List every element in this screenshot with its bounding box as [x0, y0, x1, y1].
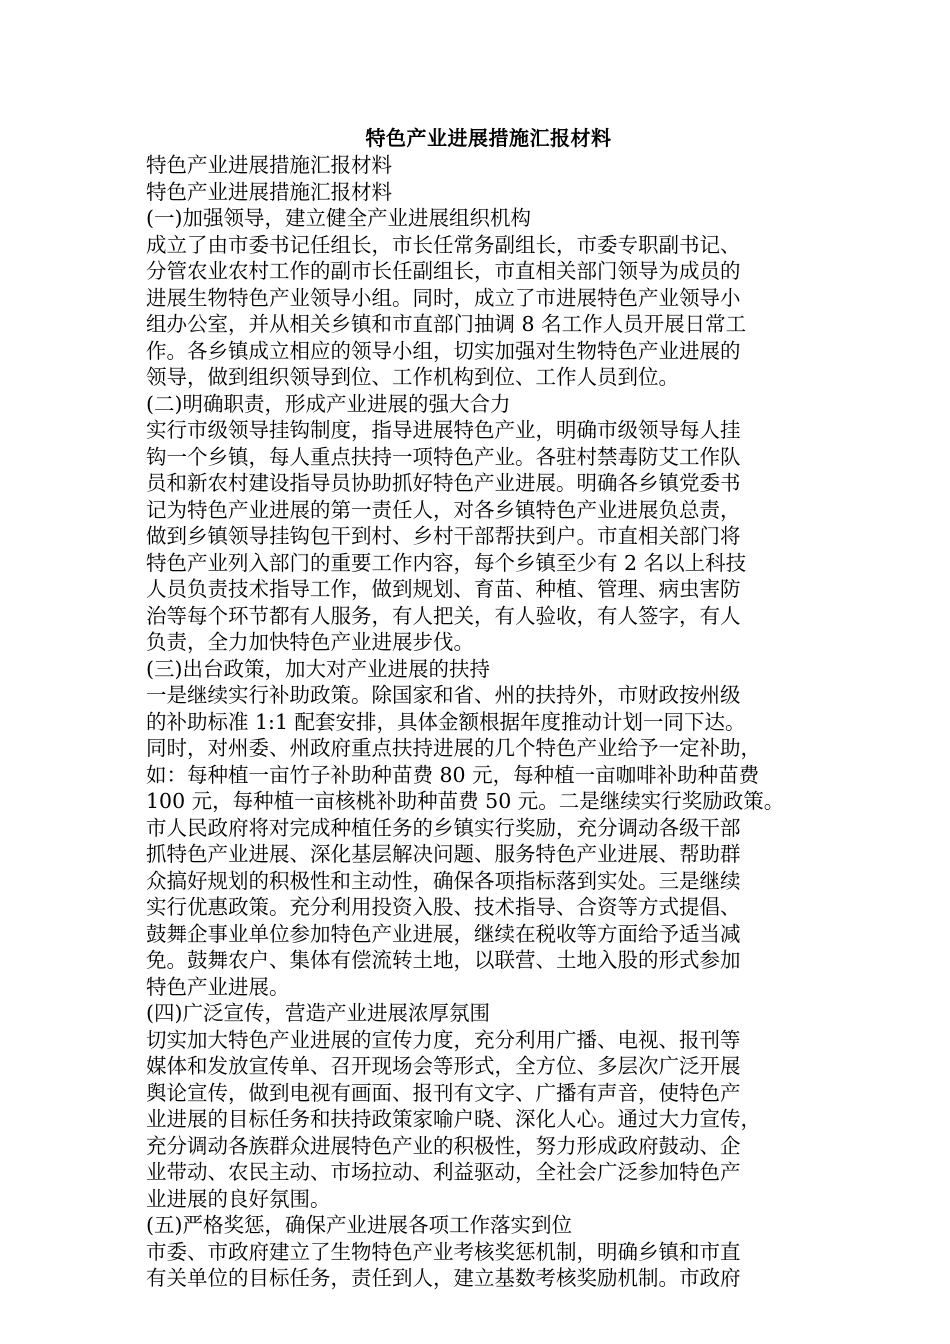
- body-text-line: 人员负责技术指导工作，做到规划、育苗、种植、管理、病虫害防: [146, 577, 741, 601]
- body-text-line: 负责，全力加快特色产业进展步伐。: [146, 630, 474, 654]
- body-text-line: 鼓舞企事业单位参加特色产业进展，继续在税收等方面给予适当减: [146, 921, 741, 946]
- body-text-line: 业进展的良好氛围。: [146, 1186, 331, 1211]
- body-text-line: 切实加大特色产业进展的宣传力度，充分利用广播、电视、报刊等: [146, 1027, 741, 1052]
- body-text-line: 的补助标准 1:1 配套安排，具体金额根据年度推动计划一同下达。: [146, 709, 746, 734]
- body-text-line: 实行市级领导挂钩制度，指导进展特色产业，明确市级领导每人挂: [146, 418, 741, 442]
- body-text-line: 治等每个环节都有人服务，有人把关，有人验收，有人签字，有人: [146, 603, 741, 628]
- body-text-line: 市委、市政府建立了生物特色产业考核奖惩机制，明确乡镇和市直: [146, 1239, 741, 1264]
- section-heading: (三)出台政策，加大对产业进展的扶持: [146, 656, 490, 681]
- body-text-line: 免。鼓舞农户、集体有偿流转土地，以联营、土地入股的形式参加: [146, 948, 741, 972]
- section-heading: (五)严格奖惩，确保产业进展各项工作落实到位: [146, 1213, 572, 1237]
- document-title: 特色产业进展措施汇报材料: [365, 126, 612, 150]
- body-text-line: 媒体和发放宣传单、召开现场会等形式，全方位、多层次广泛开展: [146, 1054, 741, 1078]
- body-text-line: 同时，对州委、州政府重点扶持进展的几个特色产业给予一定补助，: [146, 736, 761, 760]
- body-text-line: 有关单位的目标任务，责任到人，建立基数考核奖励机制。市政府: [146, 1266, 741, 1290]
- body-text-line: 做到乡镇领导挂钩包干到村、乡村干部帮扶到户。市直相关部门将: [146, 524, 741, 548]
- body-text-line: 业带动、农民主动、市场拉动、利益驱动，全社会广泛参加特色产: [146, 1160, 741, 1184]
- body-text-line: 如：每种植一亩竹子补助种苗费 80 元，每种植一亩咖啡补助种苗费: [146, 762, 760, 787]
- body-text-line: 实行优惠政策。充分利用投资入股、技术指导、合资等方式提倡、: [146, 895, 741, 919]
- document-lines: [146, 152, 811, 1292]
- body-text-line: 舆论宣传，做到电视有画面、报刊有文字、广播有声音，使特色产: [146, 1080, 741, 1105]
- body-text-line: 充分调动各族群众进展特色产业的积极性，努力形成政府鼓动、企: [146, 1133, 741, 1158]
- body-text-line: 特色产业进展措施汇报材料: [146, 153, 392, 177]
- document-body: [146, 124, 811, 1292]
- section-heading: (四)广泛宣传，营造产业进展浓厚氛围: [146, 1001, 490, 1025]
- body-text-line: 特色产业列入部门的重要工作内容，每个乡镇至少有 2 名以上科技: [146, 550, 747, 575]
- body-text-line: 一是继续实行补助政策。除国家和省、州的扶持外，市财政按州级: [146, 683, 741, 707]
- body-text-line: 100 元，每种植一亩核桃补助种苗费 50 元。二是继续实行奖励政策。: [146, 789, 785, 813]
- body-text-line: 钩一个乡镇，每人重点扶持一项特色产业。各驻村禁毒防艾工作队: [146, 444, 741, 469]
- body-text-line: 员和新农村建设指导员协助抓好特色产业进展。明确各乡镇党委书: [146, 471, 741, 495]
- body-text-line: 组办公室，并从相关乡镇和市直部门抽调 8 名工作人员开展日常工: [146, 312, 747, 336]
- body-text-line: 业进展的目标任务和扶持政策家喻户晓、深化人心。通过大力宣传，: [146, 1107, 761, 1131]
- body-text-line: 特色产业进展措施汇报材料: [146, 179, 392, 204]
- body-text-line: 记为特色产业进展的第一责任人，对各乡镇特色产业进展负总责，: [146, 497, 741, 522]
- section-heading: (一)加强领导，建立健全产业进展组织机构: [146, 206, 531, 230]
- body-text-line: 市人民政府将对完成种植任务的乡镇实行奖励，充分调动各级干部: [146, 815, 741, 840]
- body-text-line: 众搞好规划的积极性和主动性，确保各项指标落到实处。三是继续: [146, 868, 741, 893]
- body-text-line: 作。各乡镇成立相应的领导小组，切实加强对生物特色产业进展的: [146, 338, 741, 363]
- body-text-line: 抓特色产业进展、深化基层解决问题、服务特色产业进展、帮助群: [146, 842, 741, 866]
- body-text-line: 进展生物特色产业领导小组。同时，成立了市进展特色产业领导小: [146, 285, 741, 310]
- body-text-line: 特色产业进展。: [146, 974, 290, 999]
- body-text-line: 成立了由市委书记任组长，市长任常务副组长，市委专职副书记、: [146, 232, 741, 257]
- body-text-line: 分管农业农村工作的副市长任副组长，市直相关部门领导为成员的: [146, 259, 741, 283]
- body-text-line: 领导，做到组织领导到位、工作机构到位、工作人员到位。: [146, 365, 679, 389]
- section-heading: (二)明确职责，形成产业进展的强大合力: [146, 391, 511, 416]
